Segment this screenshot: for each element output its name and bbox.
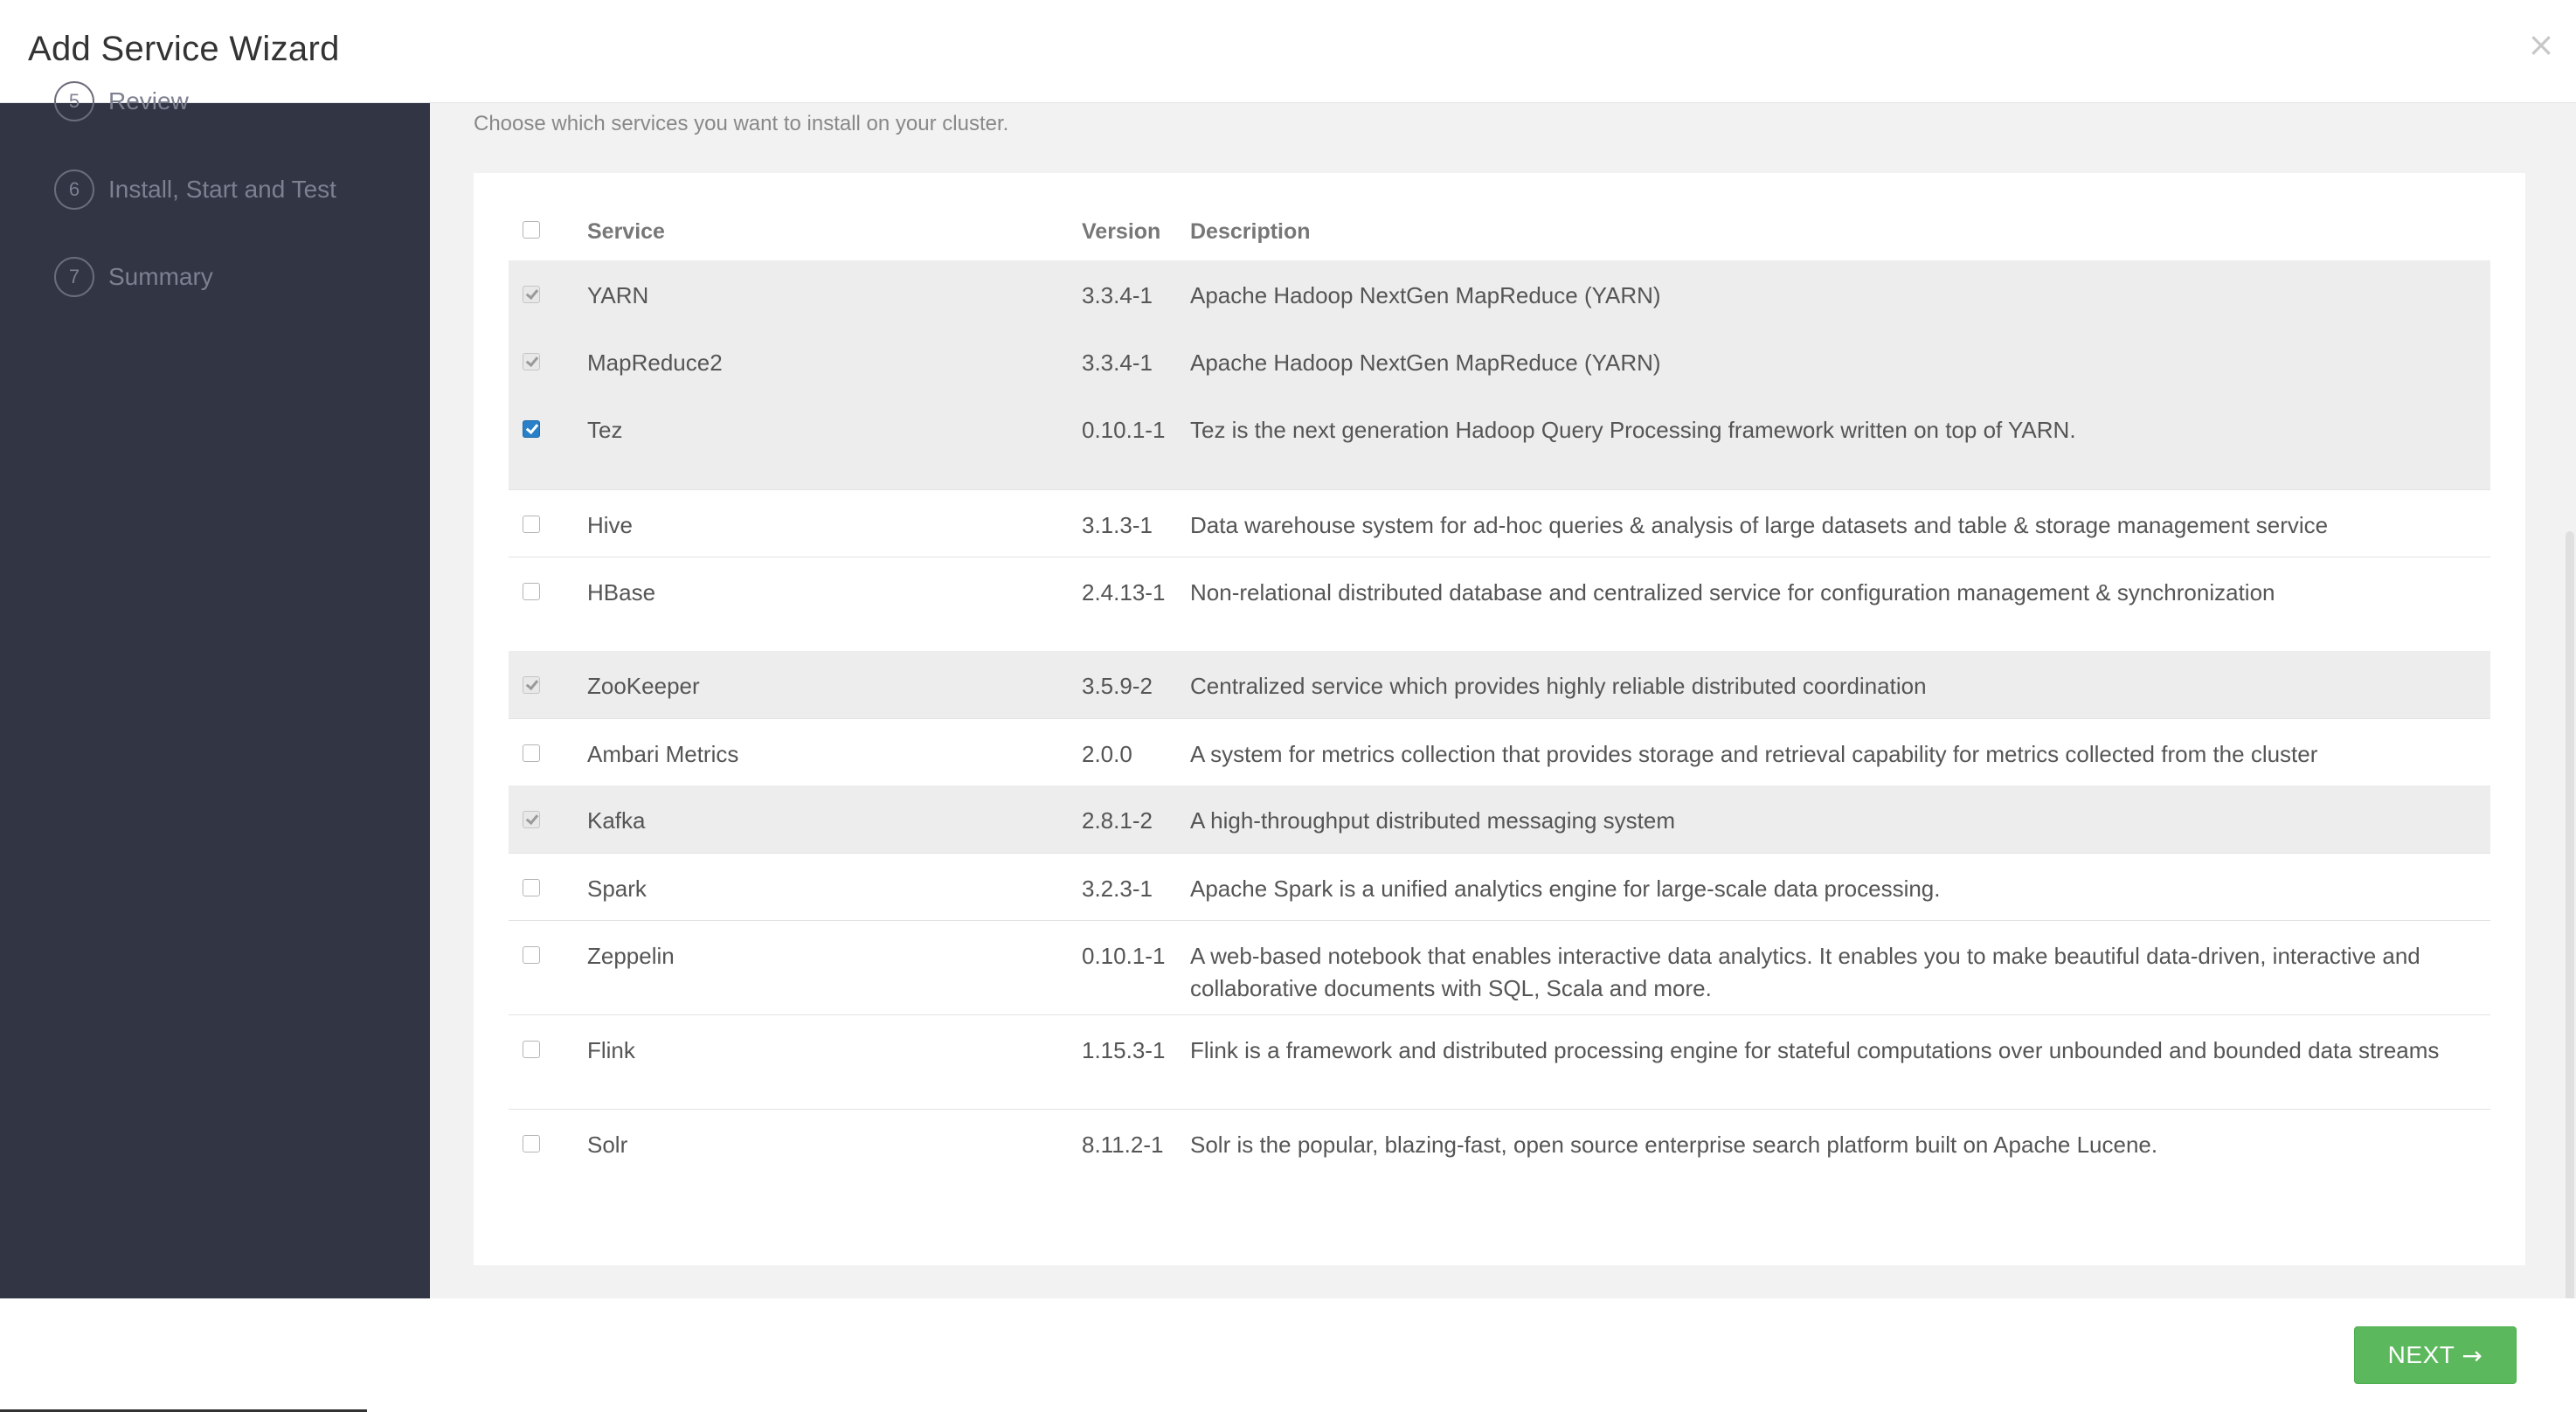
- header-service: Service: [587, 218, 665, 244]
- arrow-right-icon: →: [2462, 1340, 2483, 1370]
- modal-header: [0, 0, 2576, 103]
- table-row[interactable]: [509, 718, 2490, 786]
- table-row[interactable]: [509, 920, 2490, 1014]
- service-version: 2.4.13-1: [1082, 557, 1190, 651]
- service-name: Kafka: [587, 786, 1082, 853]
- service-version: 0.10.1-1: [1082, 395, 1190, 489]
- service-description: Non-relational distributed database and centralized service for configuration management & synchronization: [1190, 557, 2490, 651]
- table-header-row: [509, 199, 2490, 260]
- select-all-checkbox[interactable]: [523, 221, 540, 239]
- main-content: [430, 103, 2562, 1298]
- service-version: 2.0.0: [1082, 718, 1190, 786]
- table-row[interactable]: [509, 853, 2490, 920]
- service-name: Hive: [587, 489, 1082, 557]
- table-row[interactable]: [509, 1014, 2490, 1109]
- header-version: Version: [1082, 218, 1161, 244]
- service-checkbox[interactable]: [523, 744, 540, 762]
- wizard-sidebar: [0, 87, 430, 1298]
- service-version: 3.2.3-1: [1082, 853, 1190, 920]
- step-number-badge: 7: [54, 257, 94, 297]
- service-description: Flink is a framework and distributed processing engine for stateful computations over unbounded and bounded data streams: [1190, 1014, 2490, 1109]
- service-checkbox: [523, 676, 540, 694]
- service-description: Solr is the popular, blazing-fast, open source enterprise search platform built on Apache Lucene.: [1190, 1109, 2490, 1203]
- service-description: Apache Spark is a unified analytics engine for large-scale data processing.: [1190, 853, 2490, 920]
- table-row[interactable]: [509, 557, 2490, 651]
- service-checkbox: [523, 811, 540, 828]
- step-number-badge: 6: [54, 170, 94, 210]
- table-row[interactable]: [509, 1109, 2490, 1203]
- checkbox-cell: [509, 328, 587, 395]
- modal-footer: [0, 1298, 2576, 1412]
- service-checkbox[interactable]: [523, 879, 540, 896]
- service-name: MapReduce2: [587, 328, 1082, 395]
- service-version: 1.15.3-1: [1082, 1014, 1190, 1109]
- step-number-badge: 5: [54, 81, 94, 121]
- table-row[interactable]: [509, 651, 2490, 718]
- table-row[interactable]: [509, 489, 2490, 557]
- header-description: Description: [1190, 218, 1311, 244]
- next-button-label: NEXT: [2387, 1341, 2455, 1368]
- checkbox-cell: [509, 853, 587, 920]
- service-checkbox[interactable]: [523, 1135, 540, 1152]
- sidebar-step-review[interactable]: [54, 80, 189, 122]
- service-name: Solr: [587, 1109, 1082, 1203]
- service-name: YARN: [587, 260, 1082, 328]
- table-row[interactable]: [509, 395, 2490, 489]
- scrollbar-track[interactable]: [2562, 103, 2576, 1298]
- sidebar-step-install-start-test[interactable]: [54, 169, 336, 211]
- page-subtitle: Choose which services you want to install on your cluster.: [474, 112, 1009, 135]
- service-name: HBase: [587, 557, 1082, 651]
- modal-title: Add Service Wizard: [28, 30, 340, 68]
- service-name: Spark: [587, 853, 1082, 920]
- sidebar-step-summary[interactable]: [54, 256, 213, 298]
- checkbox-cell: [509, 557, 587, 651]
- service-name: Ambari Metrics: [587, 718, 1082, 786]
- service-checkbox: [523, 286, 540, 303]
- checkbox-cell: [509, 718, 587, 786]
- table-row[interactable]: [509, 328, 2490, 395]
- service-description: A web-based notebook that enables interactive data analytics. It enables you to make beautiful data-driven, interactive and collaborative documents with SQL, Scala and more.: [1190, 920, 2490, 1014]
- step-label: Install, Start and Test: [108, 176, 336, 203]
- service-name: Zeppelin: [587, 920, 1082, 1014]
- service-version: 2.8.1-2: [1082, 786, 1190, 853]
- service-description: Data warehouse system for ad-hoc queries & analysis of large datasets and table & storage management service: [1190, 489, 2490, 557]
- service-name: Tez: [587, 395, 1082, 489]
- service-description: Apache Hadoop NextGen MapReduce (YARN): [1190, 328, 2490, 395]
- table-row[interactable]: [509, 786, 2490, 853]
- services-table: [509, 199, 2490, 1203]
- service-version: 3.3.4-1: [1082, 260, 1190, 328]
- service-version: 3.1.3-1: [1082, 489, 1190, 557]
- service-description: Tez is the next generation Hadoop Query Processing framework written on top of YARN.: [1190, 395, 2490, 489]
- checkbox-cell: [509, 920, 587, 1014]
- service-name: Flink: [587, 1014, 1082, 1109]
- checkbox-cell: [509, 786, 587, 853]
- service-name: ZooKeeper: [587, 651, 1082, 718]
- service-checkbox[interactable]: [523, 516, 540, 533]
- table-row[interactable]: [509, 260, 2490, 328]
- service-checkbox[interactable]: [523, 946, 540, 964]
- service-description: A high-throughput distributed messaging system: [1190, 786, 2490, 853]
- checkbox-cell: [509, 260, 587, 328]
- scrollbar-thumb[interactable]: [2566, 531, 2574, 1402]
- next-button[interactable]: [2354, 1326, 2517, 1384]
- checkbox-cell: [509, 1109, 587, 1203]
- service-description: Apache Hadoop NextGen MapReduce (YARN): [1190, 260, 2490, 328]
- service-checkbox: [523, 353, 540, 370]
- services-panel: [474, 173, 2525, 1265]
- close-icon[interactable]: ×: [2527, 25, 2555, 64]
- service-description: A system for metrics collection that provides storage and retrieval capability for metrics collected from the cluster: [1190, 718, 2490, 786]
- step-label: Review: [108, 87, 189, 114]
- service-checkbox[interactable]: [523, 420, 540, 438]
- checkbox-cell: [509, 1014, 587, 1109]
- service-version: 3.3.4-1: [1082, 328, 1190, 395]
- service-version: 3.5.9-2: [1082, 651, 1190, 718]
- step-label: Summary: [108, 263, 213, 290]
- service-version: 8.11.2-1: [1082, 1109, 1190, 1203]
- service-checkbox[interactable]: [523, 583, 540, 600]
- checkbox-cell: [509, 395, 587, 489]
- checkbox-cell: [509, 489, 587, 557]
- service-description: Centralized service which provides highly reliable distributed coordination: [1190, 651, 2490, 718]
- service-version: 0.10.1-1: [1082, 920, 1190, 1014]
- checkbox-cell: [509, 651, 587, 718]
- select-all-cell: [509, 199, 587, 260]
- service-checkbox[interactable]: [523, 1041, 540, 1058]
